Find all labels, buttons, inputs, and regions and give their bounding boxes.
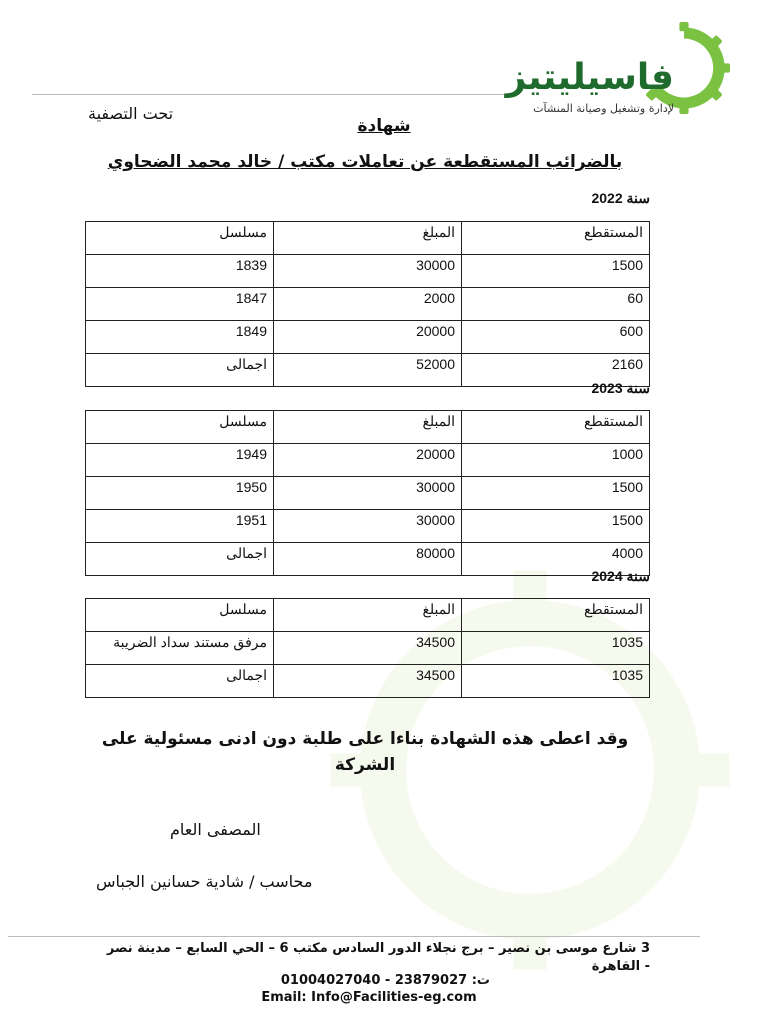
column-header: المستقطع [462,222,650,255]
deducted-cell: 1035 [462,632,650,665]
column-header: مسلسل [86,411,274,444]
serial-cell: اجمالى [86,543,274,576]
serial-cell: اجمالى [86,665,274,698]
tax-table-2022 [85,221,650,387]
footer-divider [8,936,700,937]
table-row [86,477,650,510]
amount-cell: 30000 [274,510,462,543]
table-row [86,321,650,354]
amount-cell: 30000 [274,255,462,288]
footer-phone: ت: 23879027 - 01004027040 [280,973,490,988]
column-header: المستقطع [462,411,650,444]
serial-cell: 1839 [86,255,274,288]
year-label-2024: سنة 2024 [591,568,650,584]
column-header: المبلغ [274,411,462,444]
amount-cell: 80000 [274,543,462,576]
signatory-title: المصفى العام [170,820,261,839]
table-header-row [86,222,650,255]
table-header-row [86,411,650,444]
deducted-cell: 1000 [462,444,650,477]
amount-cell: 20000 [274,444,462,477]
deducted-cell: 1500 [462,477,650,510]
column-header: المستقطع [462,599,650,632]
table-row [86,632,650,665]
serial-cell: 1950 [86,477,274,510]
table-row [86,510,650,543]
serial-cell: اجمالى [86,354,274,387]
document-title: شهادة [357,116,411,136]
deducted-cell: 4000 [462,543,650,576]
deducted-cell: 60 [462,288,650,321]
amount-cell: 30000 [274,477,462,510]
table-row [86,288,650,321]
deducted-cell: 1035 [462,665,650,698]
tax-table-2023 [85,410,650,576]
company-logo [505,22,730,114]
footer-email: Email: Info@Facilities-eg.com [261,990,477,1005]
table-row [86,444,650,477]
serial-cell: 1951 [86,510,274,543]
deducted-cell: 1500 [462,510,650,543]
deducted-cell: 2160 [462,354,650,387]
total-row [86,665,650,698]
year-label-2023: سنة 2023 [591,380,650,396]
tax-table-2024 [85,598,650,698]
total-row [86,543,650,576]
amount-cell: 34500 [274,665,462,698]
closing-statement: وقد اعطى هذه الشهادة بناءا على طلبة دون ادنى مسئولية على الشركة [101,729,629,775]
deducted-cell: 600 [462,321,650,354]
amount-cell: 20000 [274,321,462,354]
amount-cell: 34500 [274,632,462,665]
column-header: المبلغ [274,599,462,632]
footer-address: 3 شارع موسى بن نصير – برج نجلاء الدور السادس مكتب 6 – الحي السابع – مدينة نصر - القاهرة [106,941,650,974]
column-header: مسلسل [86,599,274,632]
signatory-name: محاسب / شادية حسانين الجباس [96,872,313,891]
amount-cell: 2000 [274,288,462,321]
year-label-2022: سنة 2022 [591,190,650,206]
liquidation-note: تحت التصفية [88,104,174,123]
column-header: المبلغ [274,222,462,255]
header-divider [32,94,514,95]
deducted-cell: 1500 [462,255,650,288]
total-row [86,354,650,387]
table-header-row [86,599,650,632]
document-subtitle: بالضرائب المستقطعة عن تعاملات مكتب / خالد محمد الضحاوي [107,152,623,172]
serial-cell: 1847 [86,288,274,321]
brand-name: فاسيليتيز [505,57,674,98]
table-row [86,255,650,288]
amount-cell: 52000 [274,354,462,387]
serial-cell: 1849 [86,321,274,354]
brand-tagline: لإدارة وتشغيل وصيانة المنشآت [533,102,674,115]
column-header: مسلسل [86,222,274,255]
serial-cell: 1949 [86,444,274,477]
serial-cell: مرفق مستند سداد الضريبة [86,632,274,665]
